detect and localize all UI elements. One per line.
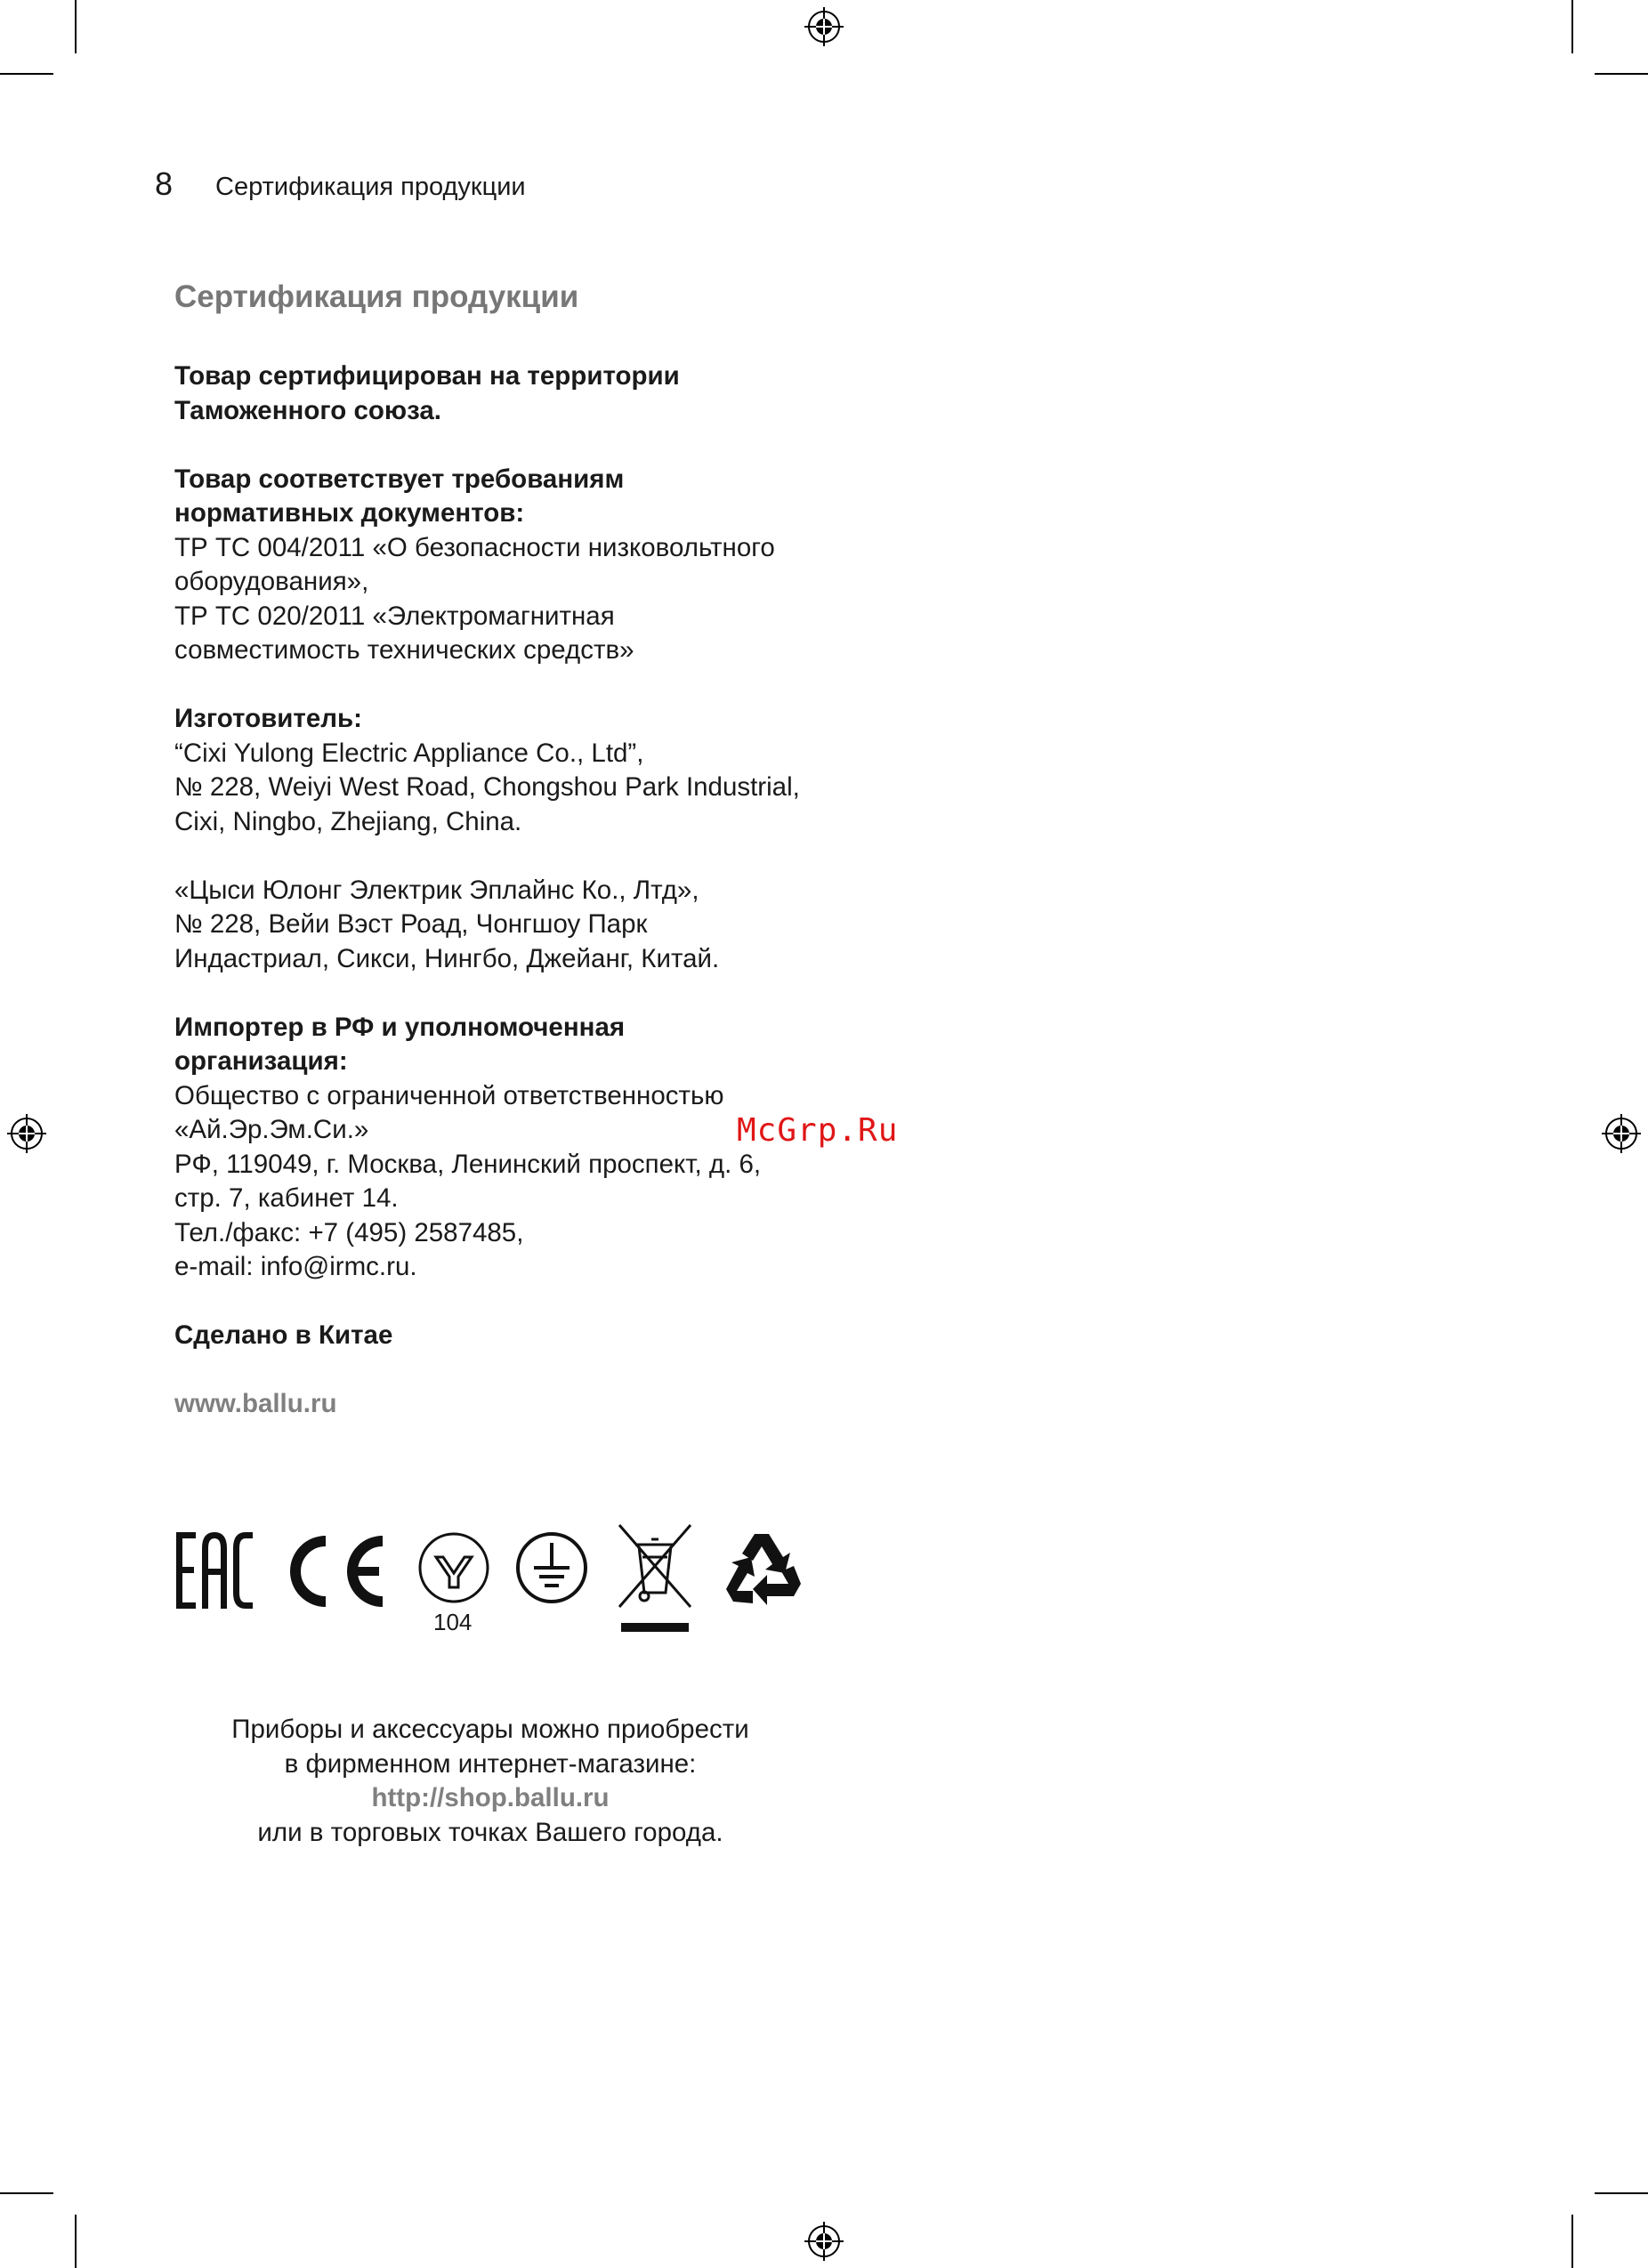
certification-code: 104: [433, 1609, 473, 1635]
footer-line: в фирменном интернет-магазине:: [284, 1748, 697, 1779]
website-link[interactable]: www.ballu.ru: [174, 1389, 337, 1418]
crop-mark: [1571, 2215, 1573, 2268]
registration-mark-icon: [804, 2222, 844, 2261]
importer-line: Общество с ограниченной ответственностью: [174, 1080, 724, 1110]
importer-heading: Импортер в РФ и уполномоченная: [174, 1012, 626, 1042]
page-header: [155, 165, 526, 203]
certification-mark-icon: [416, 1530, 491, 1605]
footer-line: Приборы и аксессуары можно приобрести: [231, 1715, 749, 1744]
importer-line: стр. 7, кабинет 14.: [174, 1183, 399, 1213]
weee-crossed-bin-icon: [616, 1521, 694, 1637]
crop-mark: [75, 2215, 77, 2268]
watermark: McGrp.Ru: [737, 1112, 899, 1149]
registration-mark-icon: [804, 7, 844, 46]
importer-email[interactable]: e-mail: info@irmc.ru.: [174, 1252, 417, 1281]
crop-mark: [75, 0, 77, 53]
manufacturer-line: № 228, Вейи Вэст Роад, Чонгшоу Парк: [174, 909, 648, 939]
registration-mark-icon: [7, 1114, 46, 1153]
standard-line: оборудования»,: [174, 567, 369, 596]
text-line: Товар сертифицирован на территории: [174, 361, 680, 391]
text-line: Таможенного союза.: [174, 395, 441, 425]
crop-mark: [1595, 73, 1648, 75]
page-number: 8: [155, 165, 174, 202]
manufacturer-line: “Cixi Yulong Electric Appliance Co., Ltd”,: [174, 738, 644, 768]
standards-heading: Товар соответствует требованиям: [174, 464, 625, 494]
standard-line: ТР ТС 004/2011 «О безопасности низковольтного: [174, 532, 775, 562]
importer-heading: организация:: [174, 1046, 348, 1076]
manufacturer-heading: Изготовитель:: [174, 704, 362, 733]
shop-url-link[interactable]: http://shop.ballu.ru: [371, 1783, 610, 1812]
manufacturer-russian-block: [174, 874, 851, 977]
recycle-icon: [721, 1530, 803, 1605]
registration-mark-icon: [1602, 1114, 1641, 1153]
certified-statement: [174, 359, 851, 428]
shop-note: [174, 1713, 806, 1850]
crop-mark: [0, 73, 53, 75]
ce-icon: [274, 1534, 390, 1609]
standard-line: ТР ТС 020/2011 «Электромагнитная: [174, 601, 615, 631]
protective-earth-icon: [514, 1530, 589, 1605]
crop-mark: [1595, 2192, 1648, 2194]
importer-line: РФ, 119049, г. Москва, Ленинский проспект, д. 6,: [174, 1149, 762, 1179]
manufacturer-line: «Цыси Юлонг Электрик Эплайнс Ко., Лтд»,: [174, 875, 699, 905]
standards-heading: нормативных документов:: [174, 498, 525, 528]
made-in-label: Сделано в Китае: [174, 1320, 393, 1350]
standards-block: [174, 463, 851, 668]
importer-line: Тел./факс: +7 (495) 2587485,: [174, 1217, 524, 1247]
running-title: Сертификация продукции: [215, 173, 526, 201]
crop-mark: [0, 2192, 53, 2194]
certification-section: [174, 278, 851, 1456]
eac-icon: [174, 1530, 254, 1610]
importer-line: «Ай.Эр.Эм.Си.»: [174, 1115, 369, 1144]
manufacturer-block: [174, 702, 851, 839]
certification-logos: [174, 1521, 815, 1646]
crop-mark: [1571, 0, 1573, 53]
footer-line: или в торговых точках Вашего города.: [257, 1817, 723, 1847]
manufacturer-line: Cixi, Ningbo, Zhejiang, China.: [174, 806, 522, 836]
standard-line: совместимость технических средств»: [174, 635, 634, 665]
manufacturer-line: Индастриал, Сикси, Нингбо, Джейанг, Китай.: [174, 943, 720, 973]
manufacturer-line: № 228, Weiyi West Road, Chongshou Park Industrial,: [174, 772, 800, 802]
section-title: Сертификация продукции: [174, 279, 579, 314]
